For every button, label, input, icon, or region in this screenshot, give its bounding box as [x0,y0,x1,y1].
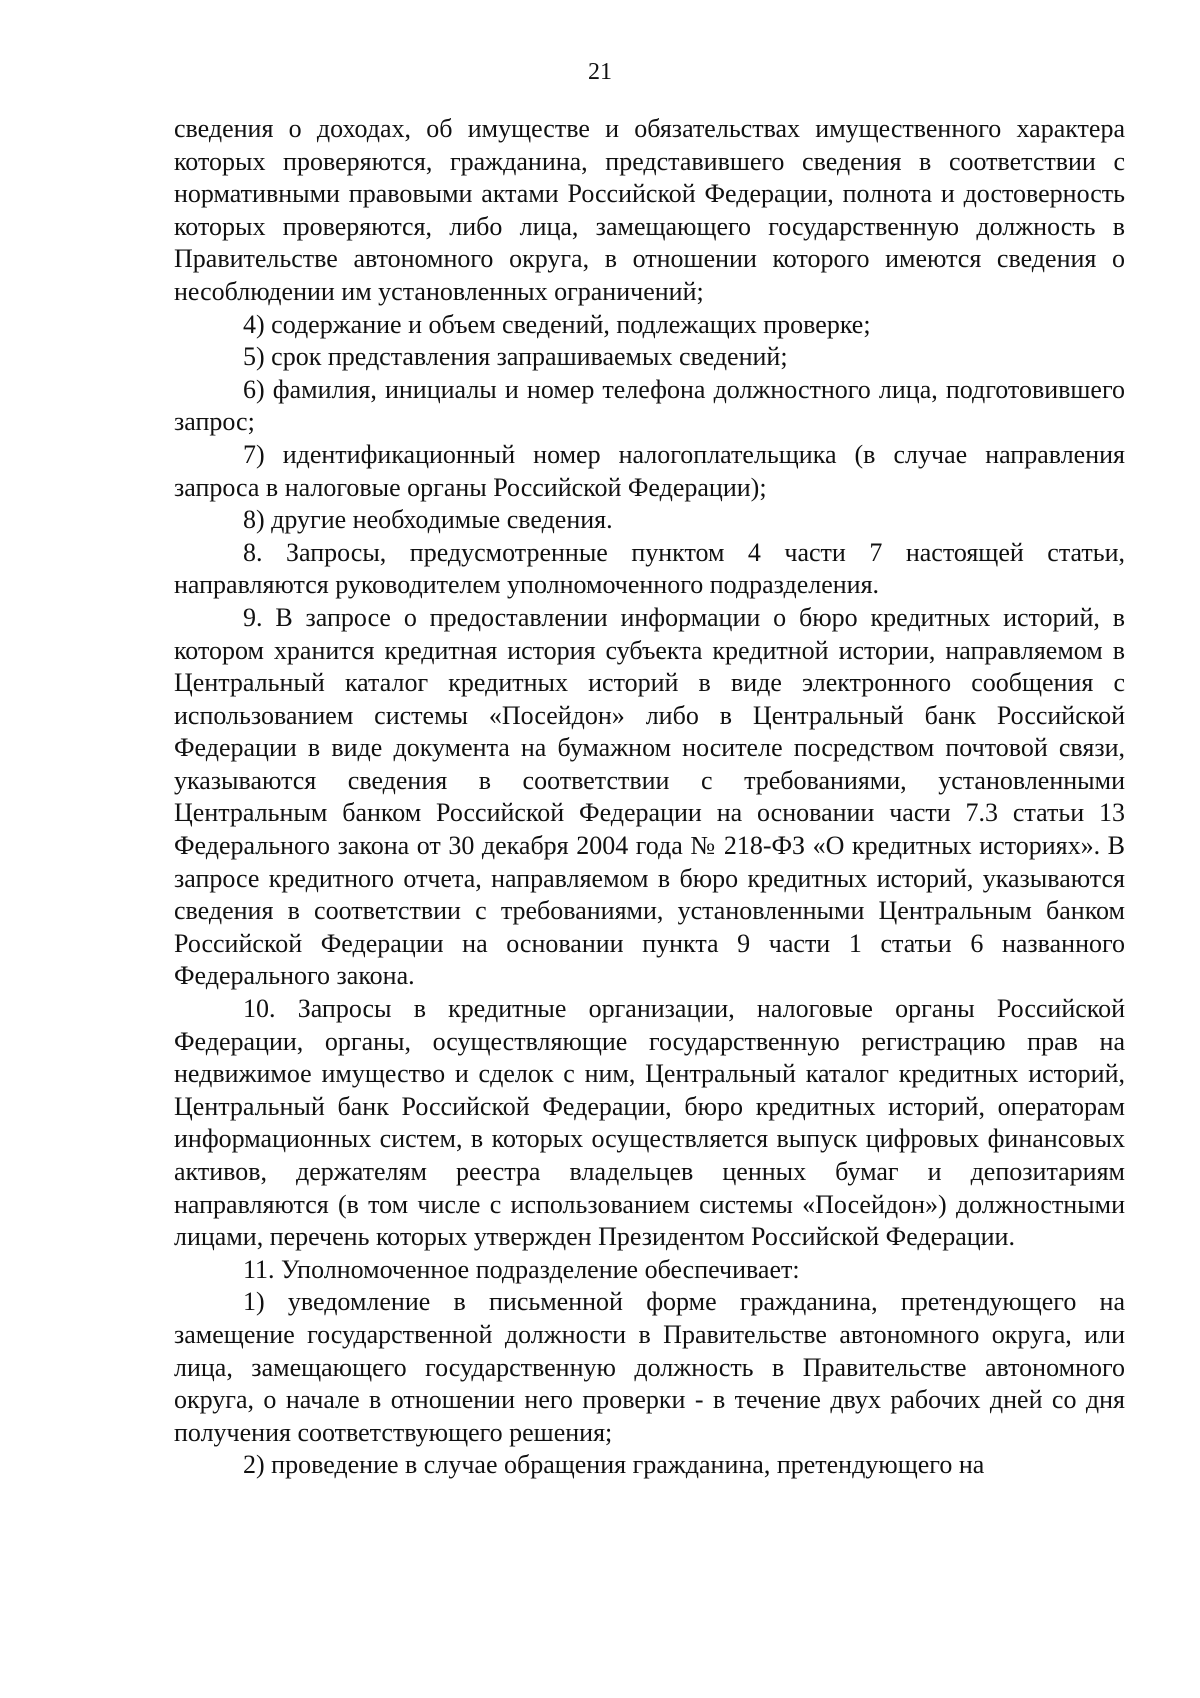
page-number: 21 [588,59,612,85]
paragraph-item-7: 7) идентификационный номер налогоплательщика (в случае направления запроса в налоговые органы Российской Федерации); [174,439,1125,502]
paragraph-section-8: 8. Запросы, предусмотренные пунктом 4 части 7 настоящей статьи, направляются руководителем уполномоченного подразделения. [174,537,1125,600]
paragraph-item-4: 4) содержание и объем сведений, подлежащих проверке; [243,309,871,339]
paragraph-section-9: 9. В запросе о предоставлении информации о бюро кредитных историй, в котором хранится кредитная история субъекта кредитной истории, направляемом в Центральный каталог кредитных историй в виде электронного сообщения с использованием системы «Посейдон» либо в Центральный банк Российской Федерации в виде документа на бумажном носителе посредством почтовой связи, указываются сведения в соответствии с требованиями, установленными Центральным банком Российской Федерации на основании части 7.3 статьи 13 Федерального закона от 30 декабря 2004 года № 218-ФЗ «О кредитных историях». В запросе кредитного отчета, направляемом в бюро кредитных историй, указываются сведения в соответствии с требованиями, установленными Центральным банком Российской Федерации на основании пункта 9 части 1 статьи 6 названного Федерального закона. [174,602,1125,991]
paragraph-item-8: 8) другие необходимые сведения. [243,505,613,535]
paragraph-section-11-item-2: 2) проведение в случае обращения гражданина, претендующего на [243,1450,985,1480]
paragraph-section-11: 11. Уполномоченное подразделение обеспечивает: [243,1254,800,1284]
paragraph-section-11-item-1: 1) уведомление в письменной форме гражданина, претендующего на замещение государственной должности в Правительстве автономного округа, или лица, замещающего государственную должность в Правительстве автономного округа, о начале в отношении него проверки - в течение двух рабочих дней со дня получения соответствующего решения; [174,1287,1125,1447]
paragraph-continuation: сведения о доходах, об имуществе и обязательствах имущественного характера которых проверяются, гражданина, представившего сведения в соответствии с нормативными правовыми актами Российской Федерации, полнота и достоверность которых проверяются, либо лица, замещающего государственную должность в Правительстве автономного округа, в отношении которого имеются сведения о несоблюдении им установленных ограничений; [174,114,1125,306]
document-body [174,113,1125,1482]
paragraph-section-10: 10. Запросы в кредитные организации, налоговые органы Российской Федерации, органы, осуществляющие государственную регистрацию прав на недвижимое имущество и сделок с ним, Центральный каталог кредитных историй, Центральный банк Российской Федерации, бюро кредитных историй, операторам информационных систем, в которых осуществляется выпуск цифровых финансовых активов, держателям реестра владельцев ценных бумаг и депозитариям направляются (в том числе с использованием системы «Посейдон») должностными лицами, перечень которых утвержден Президентом Российской Федерации. [174,994,1125,1252]
paragraph-item-5: 5) срок представления запрашиваемых сведений; [243,342,788,372]
paragraph-item-6: 6) фамилия, инициалы и номер телефона должностного лица, подготовившего запрос; [174,374,1125,437]
